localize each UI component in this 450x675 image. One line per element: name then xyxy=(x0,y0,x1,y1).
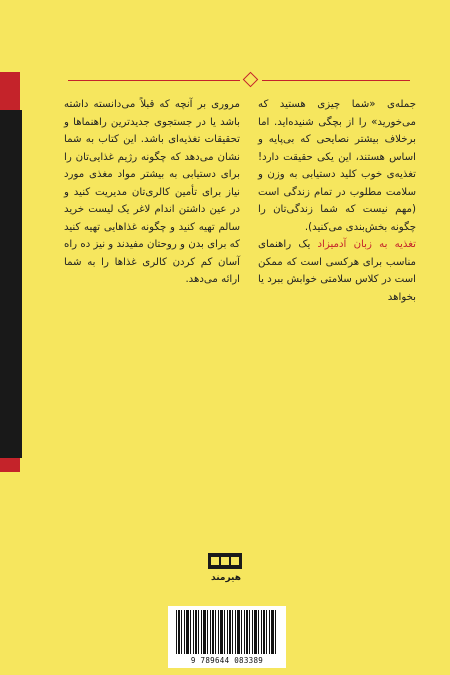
spine-red-stripe xyxy=(0,72,20,110)
back-cover-text-right xyxy=(258,96,416,306)
diamond-ornament-icon xyxy=(243,72,259,88)
blurb-paragraph-2-text: یک راهنمای مناسب برای هرکسی است که ممکن است در کلاس سلامتی خوابش ببرد یا بخواهد xyxy=(258,239,416,303)
blurb-paragraph-3: مروری بر آنچه که قبلاً می‌دانسته داشته باشد یا در جستجوی جدیدترین راهنماها و تحقیقات تغذیه‌ای باشد. این کتاب به شما نشان می‌دهد که چگونه رژیم غذایی‌تان را برای دستیابی به بیشتر مواد مغذی مورد نیاز برای تأمین کالری‌تان مدیریت کنید و در عین داشتن اندام لاغر یک لیست خرید سالم تهیه کنید و چگونه غذاهایی تهیه کنید که برای بدن و روحتان مفیدند و نیز ده راه آسان کم کردن کالری غذاها را به شما ارائه می‌دهد. xyxy=(64,99,240,285)
barcode-icon xyxy=(176,610,278,654)
book-title-highlight: تغذیه به زبان آدمیزاد xyxy=(317,239,416,250)
decorative-rule-right xyxy=(262,80,410,81)
blurb-paragraph-2 xyxy=(258,236,416,306)
blurb-paragraph-1: جمله‌ی «شما چیزی هستید که می‌خورید» را از بچگی شنیده‌اید. اما برخلاف بیشتر نصایحی که بی‌پایه و اساس هستند، این یکی حقیقت دارد! تغذیه‌ی خوب کلید دستیابی به وزن و سلامت مطلوب در تمام زندگی است (مهم نیست که شما زندگی‌تان را چگونه بخش‌بندی می‌کنید). xyxy=(258,99,416,233)
back-cover-text-left xyxy=(64,96,240,289)
spine-red-stripe-lower xyxy=(0,458,20,472)
isbn-barcode xyxy=(168,606,286,668)
spine-black-stripe xyxy=(0,110,22,458)
decorative-rule-left xyxy=(68,80,240,81)
publisher-logo xyxy=(204,553,248,593)
publisher-name: هیرمند xyxy=(211,573,241,583)
hirmand-logo-icon xyxy=(208,553,242,569)
isbn-number: 9 789644 083389 xyxy=(190,656,264,665)
